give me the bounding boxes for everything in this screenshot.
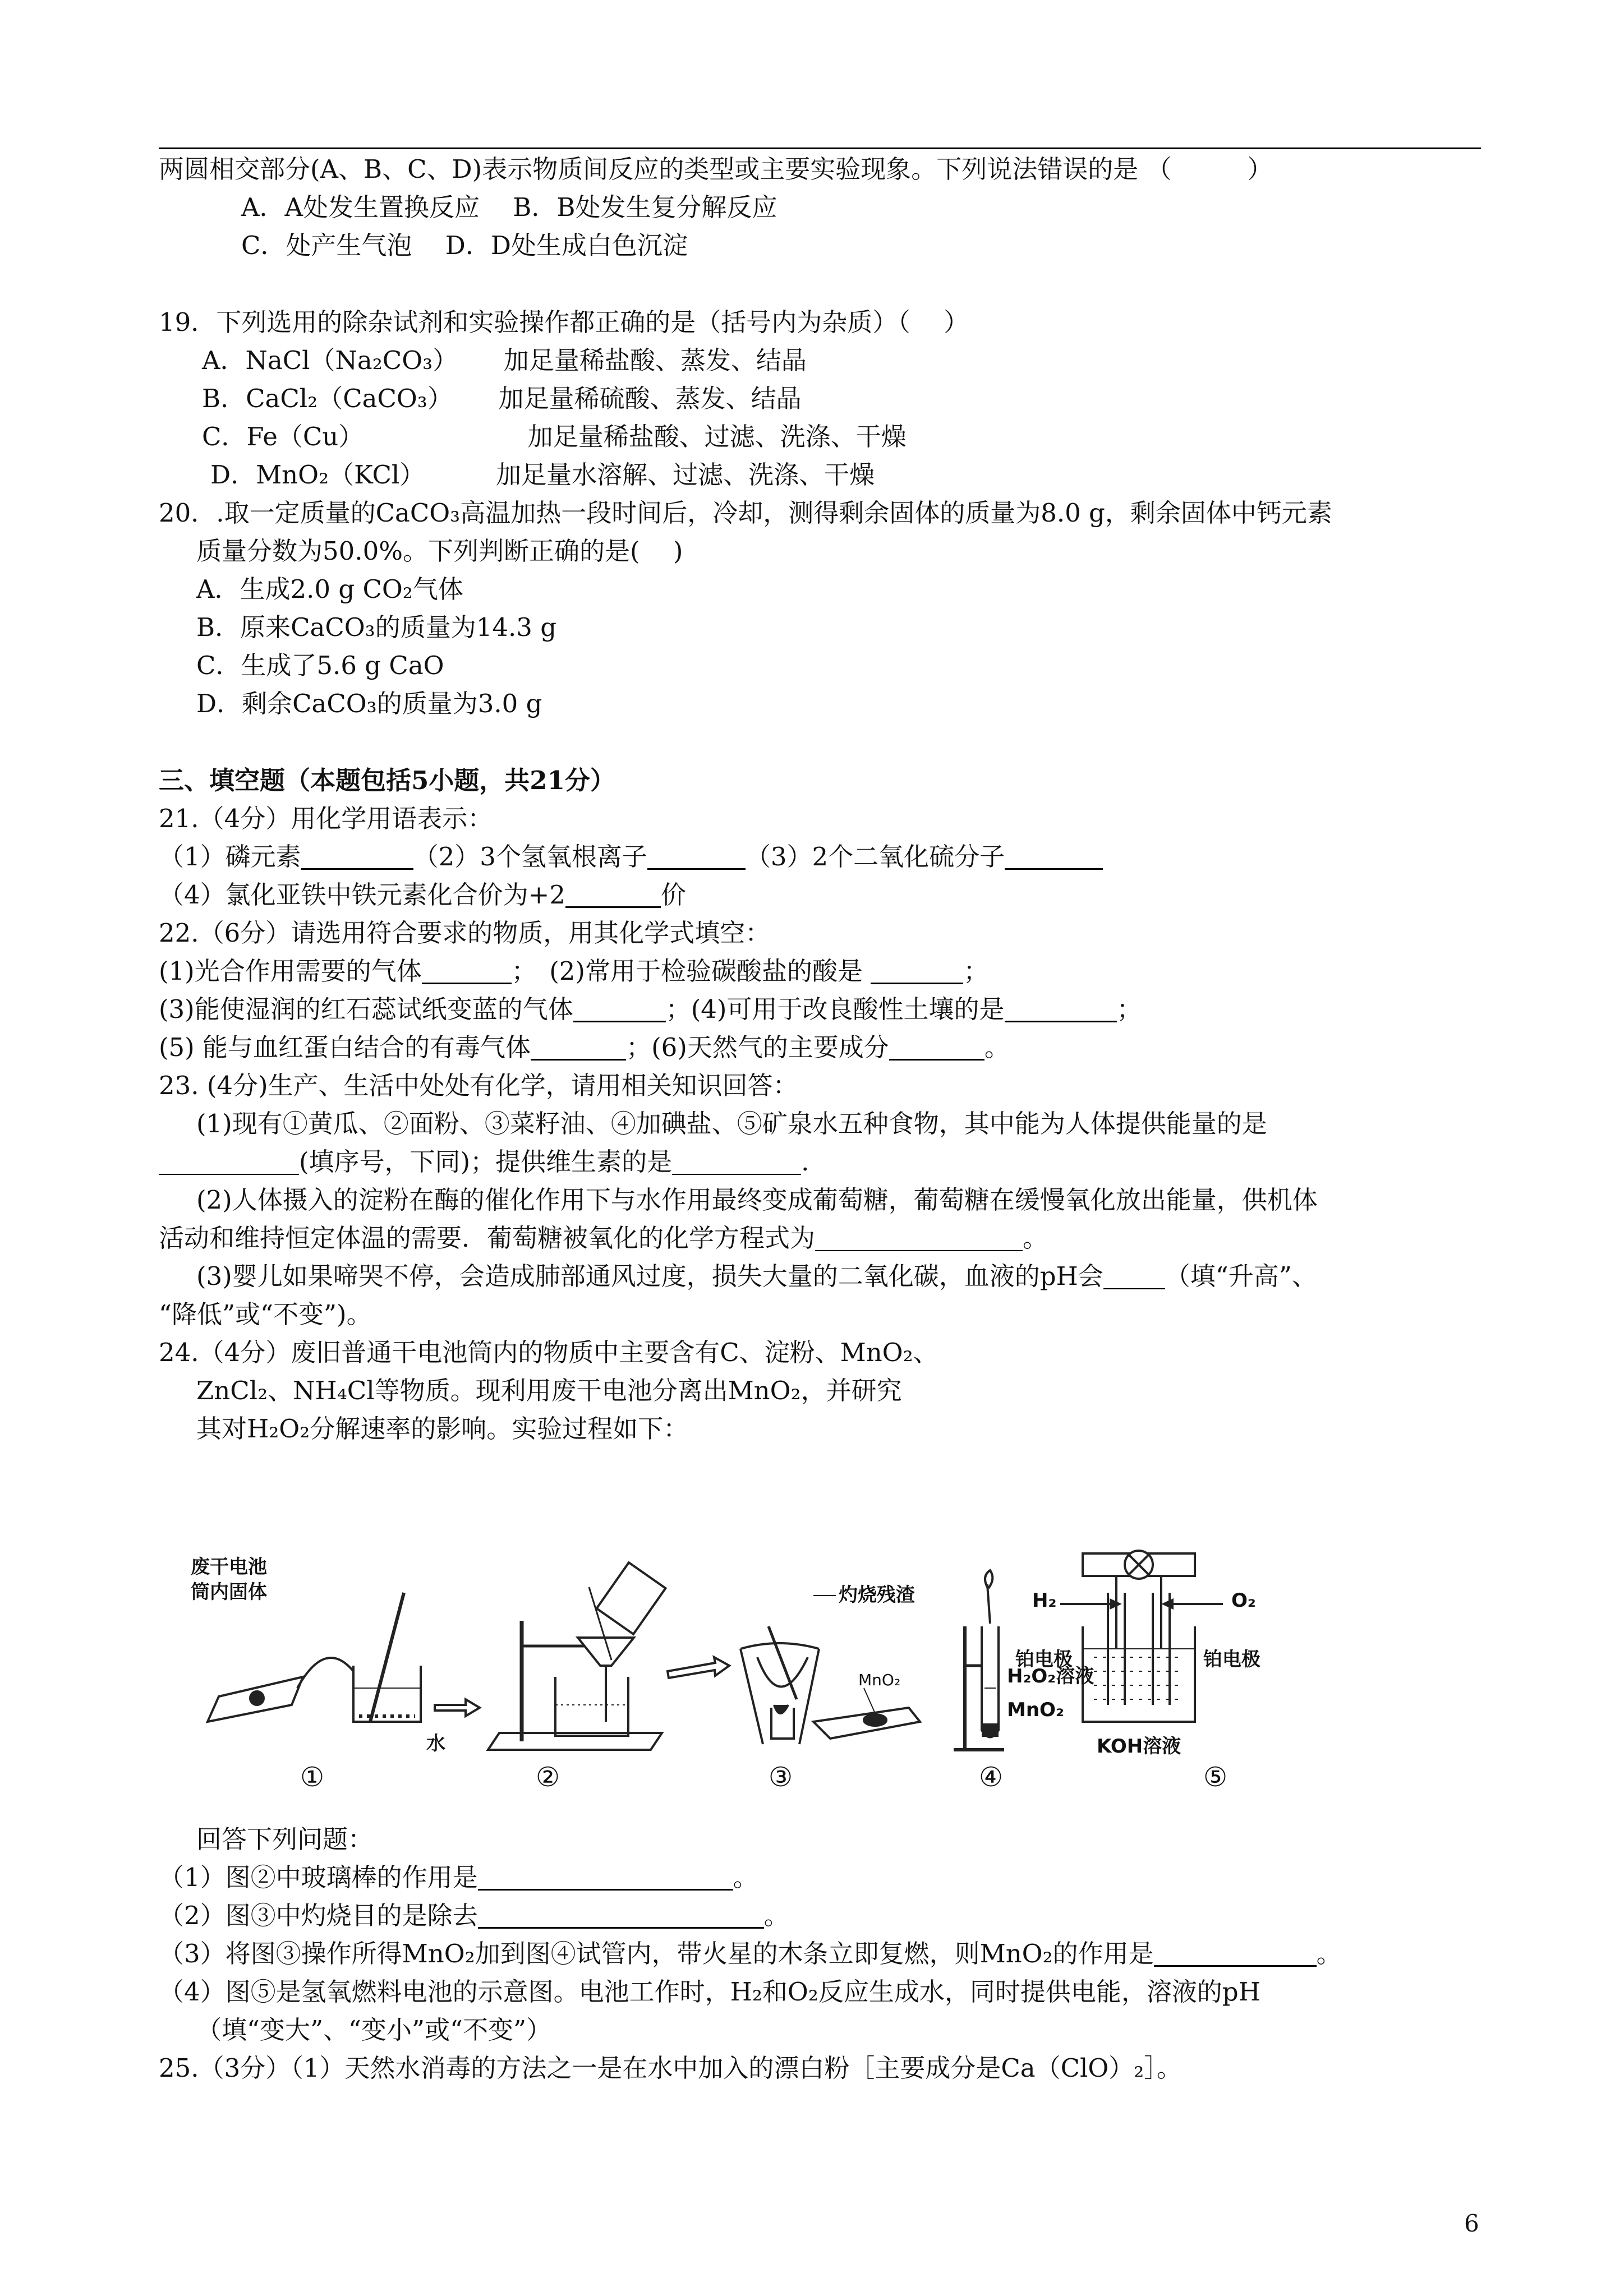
q19-option-d: D．MnO₂（KCl） 加足量水溶解、过滤、洗涤、干燥 <box>210 460 875 490</box>
step3-burning <box>740 1596 920 1744</box>
q25-stem: 25.（3分）（1）天然水消毒的方法之一是在水中加入的漂白粉［主要成分是Ca（ClO）₂］。 <box>159 2053 1182 2083</box>
q23-part1-line2: (填序号，下同)；提供维生素的是 . <box>159 1145 809 1179</box>
q22-blank-2[interactable] <box>871 960 963 984</box>
q20-stem-line2: 质量分数为50.0%。下列判断正确的是( ) <box>196 536 683 566</box>
label-koh: KOH溶液 <box>1097 1735 1181 1758</box>
q19-option-c: C．Fe（Cu） 加足量稀盐酸、过滤、洗涤、干燥 <box>202 422 907 451</box>
q20-option-b: B．原来CaCO₃的质量为14.3 g <box>196 612 556 642</box>
q23-blank-2[interactable] <box>672 1151 801 1175</box>
q20-option-a: A．生成2.0 g CO₂气体 <box>196 574 463 604</box>
label-h2o2: H₂O₂溶液 <box>1007 1665 1094 1688</box>
q19-option-b: B．CaCl₂（CaCO₃） 加足量稀硫酸、蒸发、结晶 <box>202 384 802 413</box>
q24-blank-2[interactable] <box>478 1905 764 1929</box>
q24-answer-3: （3）将图③操作所得MnO₂加到图④试管内，带火星的木条立即复燃，则MnO₂的作用是 。 <box>159 1939 1342 1968</box>
q24-answer-4-line2: （填“变大”、“变小”或“不变”） <box>196 2015 552 2045</box>
q24-answer-4-line1: （4）图⑤是氢氧燃料电池的示意图。电池工作时，H₂和O₂反应生成水，同时提供电能，溶液的pH <box>159 1977 1260 2007</box>
q22-blank-1[interactable] <box>422 960 512 984</box>
arrow-2-icon <box>668 1657 729 1678</box>
q23-blank-4[interactable] <box>1103 1266 1165 1289</box>
step4-number: ④ <box>979 1762 1004 1793</box>
q21-stem: 21.（4分）用化学用语表示： <box>159 804 493 833</box>
experiment-figure <box>185 1537 1279 1795</box>
q22-stem: 22.（6分）请选用符合要求的物质，用其化学式填空： <box>159 918 771 948</box>
q24-answer-1: （1）图②中玻璃棒的作用是 。 <box>159 1862 758 1892</box>
step4-test-tube <box>954 1570 1004 1750</box>
q20-option-c: C．生成了5.6 g CaO <box>196 651 444 680</box>
step2-number: ② <box>536 1762 560 1793</box>
label-residue: 灼烧残渣 <box>839 1584 915 1606</box>
step2-filtration <box>488 1562 665 1750</box>
q21-blank-4[interactable] <box>565 884 661 908</box>
arrow-1-icon <box>435 1699 480 1716</box>
q20-stem-line1: 20．.取一定质量的CaCO₃高温加热一段时间后，冷却，测得剩余固体的质量为8.0 g，剩余固体中钙元素 <box>159 498 1332 528</box>
label-water: 水 <box>426 1732 445 1755</box>
q23-part3-line1: (3)婴儿如果啼哭不停，会造成肺部通风过度，损失大量的二氧化碳，血液的pH会 （填“升高”、 <box>196 1261 1317 1291</box>
q23-stem: 23. (4分)生产、生活中处处有化学，请用相关知识回答： <box>159 1071 798 1100</box>
q19-stem: 19．下列选用的除杂试剂和实验操作都正确的是（括号内为杂质）（ ） <box>159 307 969 337</box>
section-3-title: 三、填空题（本题包括5小题，共21分） <box>159 766 615 795</box>
q22-blank-4[interactable] <box>1005 998 1117 1022</box>
q23-part2-line2: 活动和维持恒定体温的需要．葡萄糖被氧化的化学方程式为 。 <box>159 1223 1048 1253</box>
q21-line1: （1）磷元素 （2）3个氢氧根离子 （3）2个二氧化硫分子 <box>159 840 1103 874</box>
q22-line2: (3)能使湿润的红石蕊试纸变蓝的气体 ；(4)可用于改良酸性土壤的是 ； <box>159 994 1142 1024</box>
q24-answer-intro: 回答下列问题： <box>196 1824 374 1854</box>
q18-options-ab: A．A处发生置换反应 B．B处发生复分解反应 <box>241 192 778 222</box>
q23-part1-line1: (1)现有①黄瓜、②面粉、③菜籽油、④加碘盐、⑤矿泉水五种食物，其中能为人体提供能量的是 <box>196 1109 1267 1138</box>
q18-options-cd: C．处产生气泡 D．D处生成白色沉淀 <box>241 230 688 260</box>
step5-fuel-cell <box>1060 1551 1223 1722</box>
step1-number: ① <box>300 1762 325 1793</box>
step3-number: ③ <box>769 1762 793 1793</box>
q24-blank-3[interactable] <box>1154 1943 1317 1967</box>
q24-stem-line3: 其对H₂O₂分解速率的影响。实验过程如下： <box>196 1414 689 1444</box>
label-pt-electrode-left: 铂电极 <box>1015 1648 1073 1671</box>
label-mno2-step4: MnO₂ <box>1007 1699 1064 1721</box>
q24-blank-1[interactable] <box>478 1866 733 1891</box>
q21-blank-3[interactable] <box>1005 846 1103 870</box>
q23-part2-line1: (2)人体摄入的淀粉在酶的催化作用下与水作用最终变成葡萄糖，葡萄糖在缓慢氧化放出能量，供机体 <box>196 1185 1318 1215</box>
label-h2: H₂ <box>1032 1589 1057 1612</box>
step5-number: ⑤ <box>1203 1762 1228 1793</box>
q18-stem-continued: 两圆相交部分(A、B、C、D)表示物质间反应的类型或主要实验现象。下列说法错误的是 （ ） <box>159 154 1273 184</box>
label-battery: 废干电池 <box>191 1556 267 1578</box>
page-number: 6 <box>1464 2210 1479 2237</box>
q22-blank-6[interactable] <box>889 1036 984 1061</box>
q21-line2: （4）氯化亚铁中铁元素化合价为+2 价 <box>159 880 686 910</box>
q22-blank-3[interactable] <box>573 998 666 1022</box>
q22-blank-5[interactable] <box>531 1036 626 1061</box>
q23-blank-3[interactable] <box>815 1228 1023 1251</box>
q20-option-d: D．剩余CaCO₃的质量为3.0 g <box>196 689 542 718</box>
label-o2: O₂ <box>1231 1589 1256 1612</box>
q22-line3: (5) 能与血红蛋白结合的有毒气体 ；(6)天然气的主要成分 。 <box>159 1032 1010 1062</box>
header-rule <box>159 147 1481 149</box>
label-mno2-step3: MnO₂ <box>858 1671 901 1689</box>
q24-answer-2: （2）图③中灼烧目的是除去 。 <box>159 1901 789 1930</box>
q23-part3-line2: “降低”或“不变”)。 <box>159 1299 372 1329</box>
q19-option-a: A．NaCl（Na₂CO₃） 加足量稀盐酸、蒸发、结晶 <box>202 345 807 375</box>
step1-apparatus <box>208 1593 421 1722</box>
q23-blank-1[interactable] <box>159 1151 299 1175</box>
q24-stem-line2: ZnCl₂、NH₄Cl等物质。现利用废干电池分离出MnO₂，并研究 <box>196 1376 902 1405</box>
q21-blank-2[interactable] <box>647 846 746 870</box>
q21-blank-1[interactable] <box>301 846 413 870</box>
label-pt-electrode-right: 铂电极 <box>1203 1648 1260 1671</box>
label-solid: 筒内固体 <box>191 1581 267 1603</box>
q22-line1: (1)光合作用需要的气体 ； (2)常用于检验碳酸盐的酸是 ； <box>159 956 989 986</box>
q24-stem-line1: 24.（4分）废旧普通干电池筒内的物质中主要含有C、淀粉、MnO₂、 <box>159 1338 938 1367</box>
